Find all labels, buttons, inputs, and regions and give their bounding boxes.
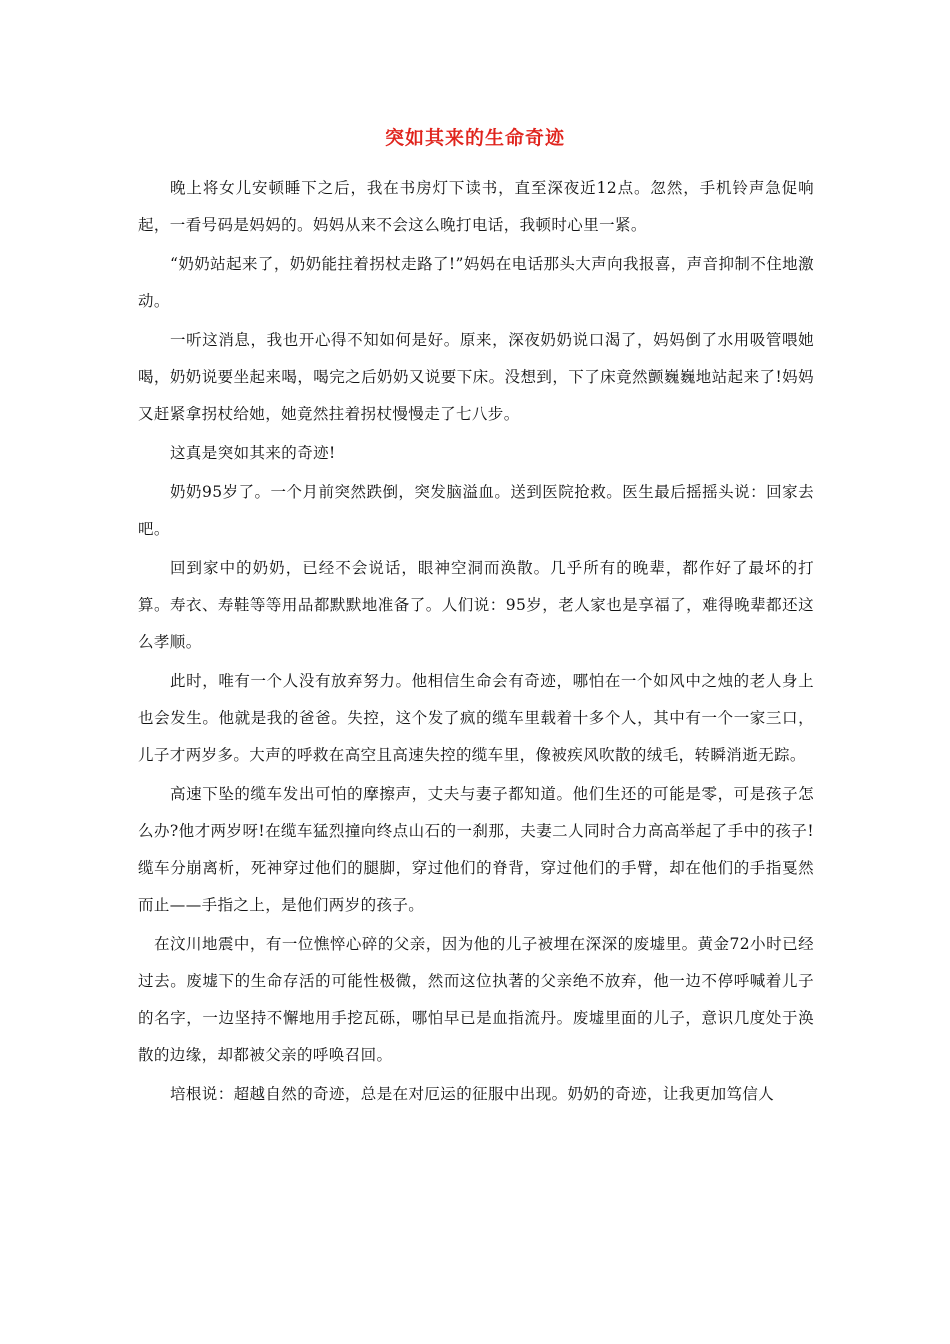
- paragraph-5: 奶奶95岁了。一个月前突然跌倒，突发脑溢血。送到医院抢救。医生最后摇摇头说：回家去吧。: [138, 483, 814, 538]
- paragraph-6: 回到家中的奶奶，已经不会说话，眼神空洞而涣散。几乎所有的晚辈，都作好了最坏的打算。寿衣、寿鞋等等用品都默默地准备了。人们说：95岁，老人家也是享福了，难得晚辈都还这么孝顺。: [138, 559, 814, 651]
- document-body: [138, 170, 814, 1115]
- document-title: 突如其来的生命奇迹: [384, 127, 565, 149]
- paragraph-9: 在汶川地震中，有一位憔悴心碎的父亲，因为他的儿子被埋在深深的废墟里。黄金72小时已经过去。废墟下的生命存活的可能性极微，然而这位执著的父亲绝不放弃，他一边不停呼喊着儿子的名字，一边坚持不懈地用手挖瓦砾，哪怕早已是血指流丹。废墟里面的儿子，意识几度处于涣散的边缘，却都被父亲的呼唤召回。: [138, 935, 814, 1064]
- paragraph-3: 一听这消息，我也开心得不知如何是好。原来，深夜奶奶说口渴了，妈妈倒了水用吸管喂她喝，奶奶说要坐起来喝，喝完之后奶奶又说要下床。没想到，下了床竟然颤巍巍地站起来了!妈妈又赶紧拿拐杖给她，她竟然拄着拐杖慢慢走了七八步。: [138, 331, 814, 423]
- paragraph-1: 晚上将女儿安顿睡下之后，我在书房灯下读书，直至深夜近12点。忽然，手机铃声急促响起，一看号码是妈妈的。妈妈从来不会这么晚打电话，我顿时心里一紧。: [138, 179, 814, 234]
- paragraph-8: 高速下坠的缆车发出可怕的摩擦声，丈夫与妻子都知道。他们生还的可能是零，可是孩子怎么办?他才两岁呀!在缆车猛烈撞向终点山石的一刹那，夫妻二人同时合力高高举起了手中的孩子!缆车分崩离析，死神穿过他们的腿脚，穿过他们的脊背，穿过他们的手臂，却在他们的手指戛然而止——手指之上，是他们两岁的孩子。: [138, 785, 814, 914]
- paragraph-7: 此时，唯有一个人没有放弃努力。他相信生命会有奇迹，哪怕在一个如风中之烛的老人身上也会发生。他就是我的爸爸。失控，这个发了疯的缆车里载着十多个人，其中有一个一家三口，儿子才两岁多。大声的呼救在高空且高速失控的缆车里，像被疾风吹散的绒毛，转瞬消逝无踪。: [138, 672, 814, 764]
- paragraph-4: 这真是突如其来的奇迹!: [170, 444, 336, 462]
- paragraph-10: 培根说：超越自然的奇迹，总是在对厄运的征服中出现。奶奶的奇迹，让我更加笃信人: [170, 1085, 775, 1103]
- paragraph-2: “奶奶站起来了，奶奶能拄着拐杖走路了!”妈妈在电话那头大声向我报喜，声音抑制不住地激动。: [138, 255, 814, 310]
